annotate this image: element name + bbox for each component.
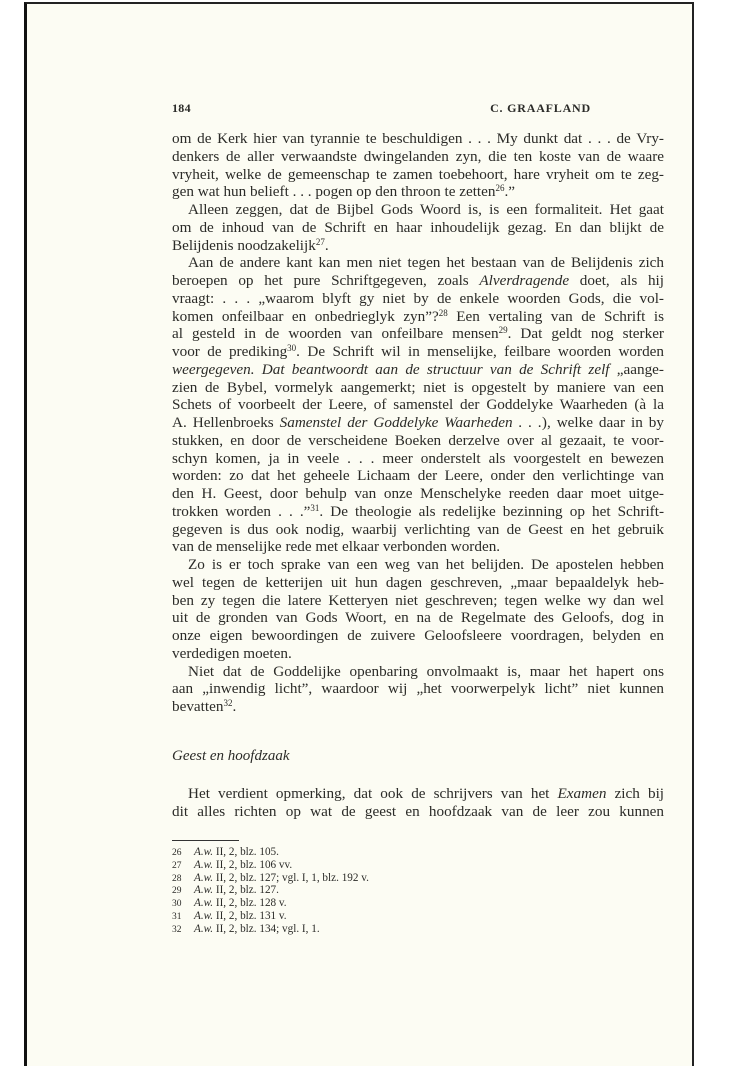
text-segment: om de Kerk hier van tyrannie te beschuldigen . . . My dunkt dat . . . de Vry- (172, 130, 664, 147)
footnote-reference: 30 (287, 343, 297, 353)
text-line (172, 785, 664, 803)
footnote-reference-text: II, 2, blz. 131 v. (213, 909, 287, 922)
text-segment: . De Schrift wil in menselijke, feilbare woorden worden (296, 343, 664, 360)
footnote-reference: 28 (438, 307, 448, 318)
footnote-reference: 29 (498, 325, 508, 336)
text-segment: Belijdenis noodzakelijk (172, 236, 316, 254)
text-line (172, 396, 664, 414)
text-line (172, 290, 664, 308)
text-line (172, 237, 664, 255)
text-line (172, 272, 664, 290)
running-header-author: C. GRAAFLAND (490, 101, 591, 115)
footnote-reference-text: II, 2, blz. 134; vgl. I, 1. (213, 922, 320, 935)
text-segment: . (324, 236, 329, 254)
text-line (172, 130, 664, 148)
body-text (172, 130, 664, 716)
text-segment: . De theologie als redelijke bezinning op het Schrift- (319, 502, 665, 520)
text-segment: Alverdragende (479, 272, 570, 289)
text-line (172, 645, 664, 663)
section-heading: Geest en hoofdzaak (172, 748, 290, 764)
text-line (172, 343, 664, 361)
text-segment: Het verdient opmerking, dat ook de schrijvers van het (188, 785, 558, 802)
text-segment: ), welke daar in by (541, 414, 664, 431)
text-line (172, 361, 664, 379)
footnote-number: 26 (172, 848, 182, 858)
text-line (172, 698, 664, 716)
footnote-number: 28 (172, 873, 182, 884)
text-segment: wel tegen de ketterijen uit hun dagen geschreven, „maar bepaaldelyk heb- (172, 573, 664, 591)
text-line (172, 680, 664, 698)
text-line (172, 609, 664, 627)
text-line (172, 414, 664, 432)
footnote-reference: 32 (223, 698, 233, 708)
book-page (24, 2, 694, 1066)
text-line (172, 166, 664, 184)
footnote-divider (172, 840, 239, 841)
text-line (172, 485, 664, 503)
text-segment: Aan de andere kant kan men niet tegen het bestaan van de Belijdenis zich (188, 254, 664, 272)
text-segment: denkers de aller verwaandste dwingelanden zyn, die ten koste van de waare (172, 147, 664, 165)
footnote-reference: 27 (315, 236, 325, 247)
text-line (172, 308, 664, 326)
text-segment: beroepen op het pure Schriftgegeven, zoals (172, 272, 480, 289)
text-segment: „aange- (609, 360, 664, 378)
text-segment: weergegeven. Dat beantwoordt aan de structuur van de Schrift zelf (172, 360, 610, 378)
text-segment: dit alles richten op wat de geest en hoofdzaak van de leer zou kunnen (172, 802, 664, 820)
footnote-source: A.w. (194, 909, 214, 922)
footnote-number: 27 (172, 860, 182, 871)
footnote (172, 897, 369, 910)
text-segment: A. Hellenbroeks (172, 414, 280, 431)
text-segment: schyn komen, ja in veele . . . meer onderstelt als voorgestelt en bewezen (172, 449, 664, 467)
text-segment: Een vertaling van de Schrift is (447, 307, 664, 325)
text-line (172, 503, 664, 521)
text-line (172, 379, 664, 397)
page-number: 184 (172, 101, 191, 115)
footnote-number: 29 (172, 886, 182, 897)
text-segment: . Dat geldt nog sterker (507, 325, 664, 343)
text-segment: van de menselijke rede met elkaar verbonden worden. (172, 538, 501, 556)
text-line (172, 219, 664, 237)
footnote-source: A.w. (194, 922, 214, 935)
text-segment: gen wat hun belieft . . . pogen op den throon te zetten (172, 183, 496, 201)
footnote (172, 910, 369, 923)
text-line (172, 325, 664, 343)
text-segment: uit de gronden van Gods Woort, en na de Regelmate des Geloofs, dog in (172, 609, 664, 627)
footnote-reference-text: II, 2, blz. 127. (213, 884, 279, 897)
text-segment: om de inhoud van de Schrift en haar inhoudelijk gezag. En dan blijkt de (172, 218, 664, 236)
text-line (172, 432, 664, 450)
body-text-continued (172, 785, 664, 821)
text-segment: zien de Bybel, vormelyk aangemerkt; niet is opgestelt by maniere van een (172, 378, 664, 396)
text-segment: ben zy tegen die latere Ketteryen niet geschreven; tegen welke wy dan wel (172, 591, 664, 609)
text-segment: Samenstel der Goddelyke Waarheden . . . (279, 414, 542, 431)
footnote-reference-text: II, 2, blz. 127; vgl. I, 1, blz. 192 v. (213, 871, 369, 884)
footnote-number: 32 (172, 924, 182, 935)
text-segment: aan „inwendig licht”, waardoor wij „het voorwerpelyk licht” niet kunnen (172, 680, 664, 698)
text-line (172, 254, 664, 272)
text-line (172, 521, 664, 539)
text-segment: vraagt: . . . „waarom blyft gy niet by de enkele woorden Gods, die vol- (172, 289, 664, 307)
footnote-number: 31 (172, 911, 182, 922)
text-segment: stukken, en door de verscheidene Boeken derzelve over al gezaait, te voor- (172, 431, 664, 449)
text-line (172, 201, 664, 219)
text-segment: trokken worden . . .” (172, 502, 311, 520)
text-segment: .” (504, 183, 516, 201)
text-segment: voor de prediking (172, 343, 288, 360)
text-segment: bevatten (172, 698, 224, 715)
text-segment: verdedigen moeten. (172, 644, 292, 662)
text-segment: . (232, 698, 237, 715)
text-segment: Alleen zeggen, dat de Bijbel Gods Woord is, is een formaliteit. Het gaat (188, 201, 664, 218)
text-line (172, 574, 664, 592)
footnote (172, 859, 369, 872)
text-segment: worden: zo dat het geheele Lichaam der Leere, onder den verlichtinge van (172, 467, 664, 485)
footnote-number: 30 (172, 899, 182, 910)
text-line (172, 450, 664, 468)
footnote (172, 846, 369, 859)
footnote-reference-text: II, 2, blz. 105. (213, 846, 279, 858)
text-segment: Schets of voorbeelt der Leere, of samenstel der Goddelyke Waarheden (à la (172, 396, 664, 414)
footnote-reference: 31 (310, 502, 320, 513)
footnote-source: A.w. (194, 846, 214, 858)
text-line (172, 592, 664, 610)
text-line (172, 627, 664, 645)
text-segment: komen onfeilbaar en onbedrieglyk zyn”? (172, 307, 439, 325)
footnote-reference-text: II, 2, blz. 106 vv. (213, 858, 293, 871)
text-segment: Examen (557, 785, 607, 802)
footnote-source: A.w. (194, 871, 214, 884)
footnote-reference-text: II, 2, blz. 128 v. (213, 897, 287, 910)
footnotes (172, 846, 369, 936)
text-segment: Niet dat de Goddelijke openbaring onvolmaakt is, maar het hapert ons (188, 662, 664, 680)
footnote (172, 872, 369, 885)
text-line (172, 538, 664, 556)
footnote-source: A.w. (194, 858, 214, 871)
text-line (172, 556, 664, 574)
footnote-source: A.w. (194, 884, 214, 897)
text-segment: onze eigen bewoordingen de zuivere Geloofsleere voordragen, belyden en (172, 627, 664, 644)
text-line (172, 803, 664, 821)
text-segment: den H. Geest, door behulp van onze Menschelyke reeden daar moet uitge- (172, 485, 664, 502)
text-line (172, 467, 664, 485)
text-segment: doet, als hij (569, 272, 664, 289)
text-segment: vryheit, welke de gemeenschap te zamen toebehoort, hare vryheit om te zeg- (172, 165, 664, 183)
footnote (172, 923, 369, 936)
text-segment: Zo is er toch sprake van een weg van het belijden. De apostelen hebben (188, 556, 664, 573)
footnote (172, 884, 369, 897)
text-line (172, 148, 664, 166)
footnote-source: A.w. (194, 897, 214, 910)
text-segment: al gesteld in de woorden van onfeilbare mensen (172, 325, 499, 343)
text-line (172, 663, 664, 681)
footnote-reference: 26 (495, 183, 505, 194)
text-segment: zich bij (606, 785, 665, 802)
text-segment: gegeven is dus ook nodig, waarbij verlichting van de Geest en het gebruik (172, 520, 664, 538)
text-line (172, 183, 664, 201)
